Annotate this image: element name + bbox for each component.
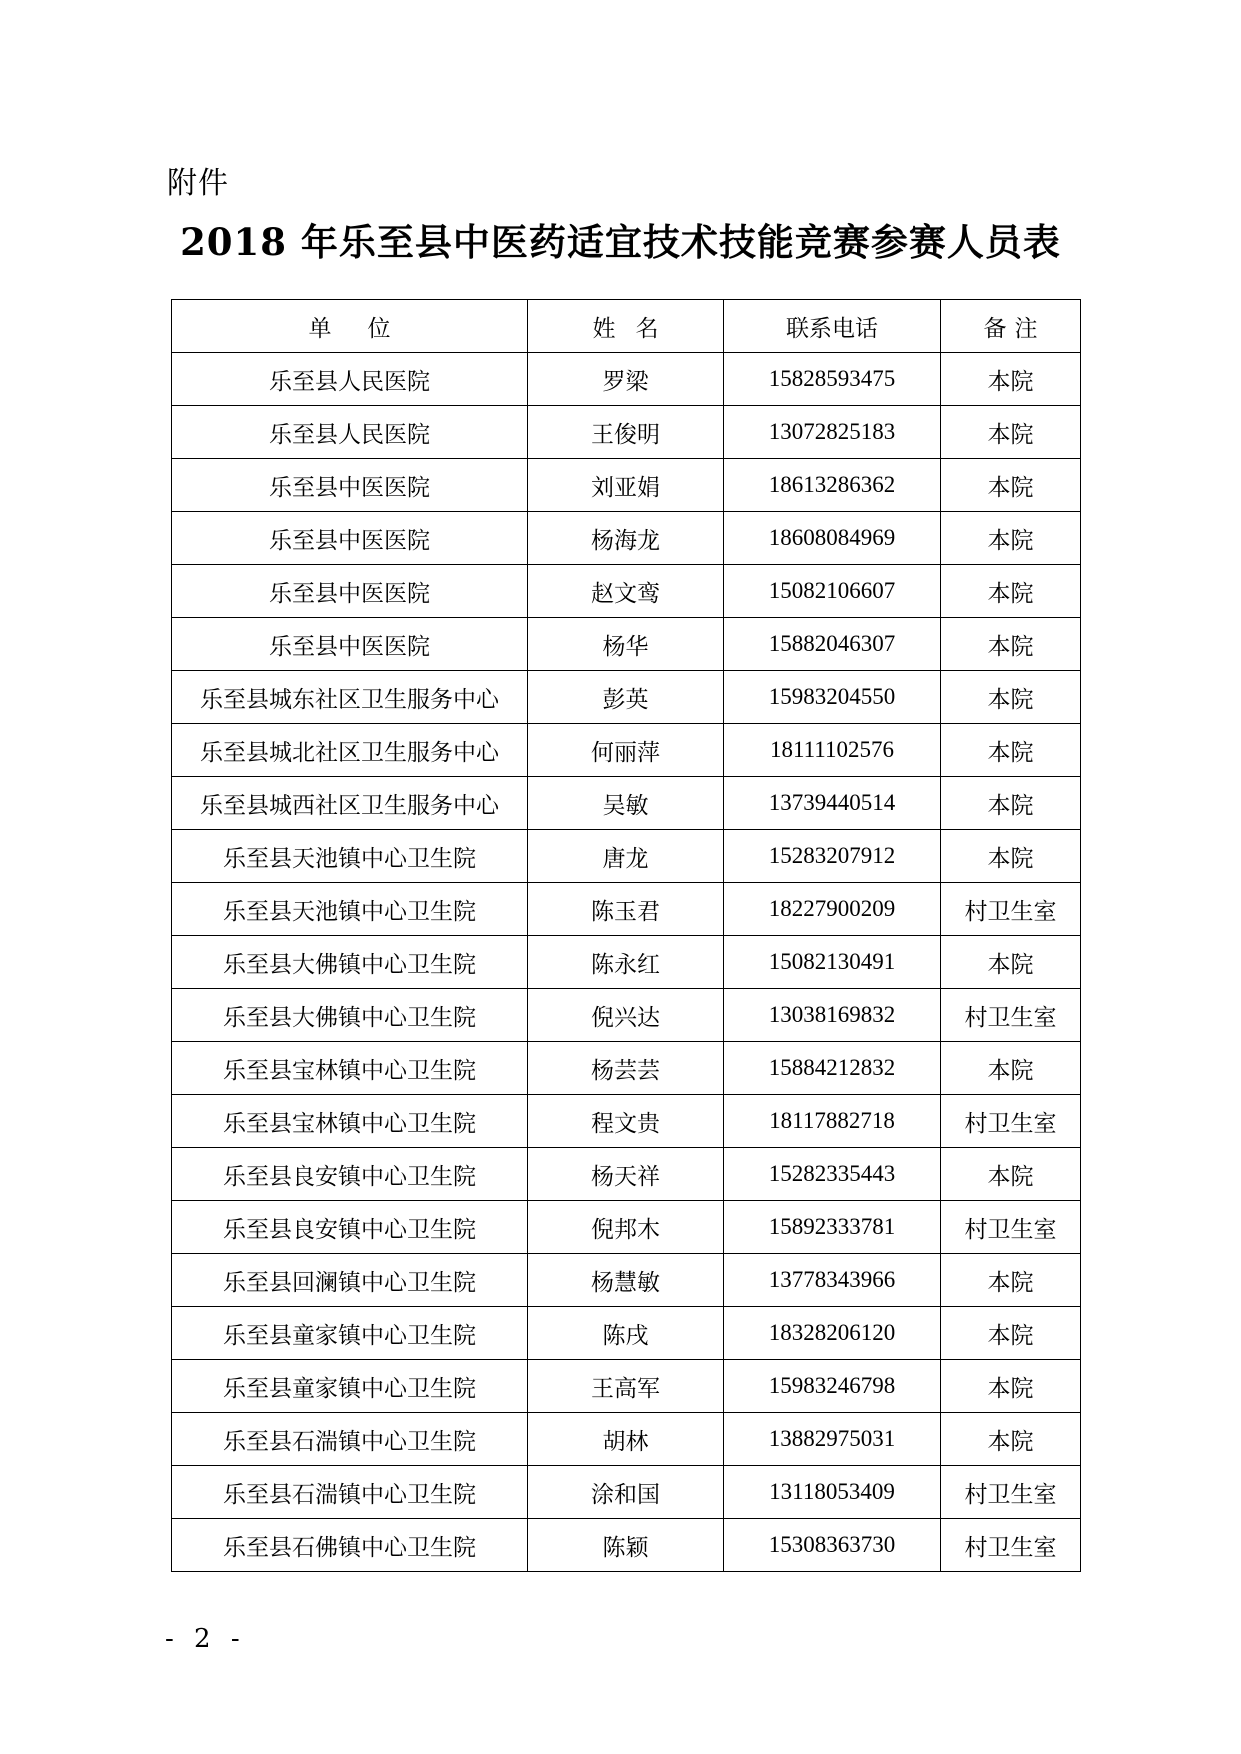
unit-cell: 乐至县宝林镇中心卫生院 [172, 1042, 528, 1095]
phone-cell: 18117882718 [724, 1095, 941, 1148]
note-cell: 本院 [941, 671, 1081, 724]
table-row [172, 459, 1081, 512]
table-row [172, 1360, 1081, 1413]
unit-cell: 乐至县宝林镇中心卫生院 [172, 1095, 528, 1148]
note-cell: 村卫生室 [941, 1466, 1081, 1519]
name-cell: 陈永红 [528, 936, 724, 989]
table-row [172, 1095, 1081, 1148]
phone-cell: 13038169832 [724, 989, 941, 1042]
phone-cell: 15082106607 [724, 565, 941, 618]
phone-cell: 18608084969 [724, 512, 941, 565]
note-cell: 本院 [941, 1413, 1081, 1466]
unit-cell: 乐至县中医医院 [172, 618, 528, 671]
name-cell: 杨华 [528, 618, 724, 671]
note-cell: 本院 [941, 777, 1081, 830]
phone-cell: 15082130491 [724, 936, 941, 989]
unit-cell: 乐至县中医医院 [172, 459, 528, 512]
header-name-label: 姓名 [592, 315, 679, 342]
name-cell: 陈颖 [528, 1519, 724, 1572]
note-cell: 本院 [941, 1148, 1081, 1201]
table-row [172, 406, 1081, 459]
table-row [172, 936, 1081, 989]
table-row [172, 671, 1081, 724]
note-cell: 村卫生室 [941, 1519, 1081, 1572]
name-cell: 何丽萍 [528, 724, 724, 777]
header-phone [724, 300, 941, 353]
name-cell: 陈玉君 [528, 883, 724, 936]
note-cell: 本院 [941, 1360, 1081, 1413]
unit-cell: 乐至县城东社区卫生服务中心 [172, 671, 528, 724]
name-cell: 倪邦木 [528, 1201, 724, 1254]
note-cell: 村卫生室 [941, 1095, 1081, 1148]
name-cell: 涂和国 [528, 1466, 724, 1519]
phone-cell: 15828593475 [724, 353, 941, 406]
phone-cell: 15282335443 [724, 1148, 941, 1201]
note-cell: 本院 [941, 936, 1081, 989]
name-cell: 程文贵 [528, 1095, 724, 1148]
table-row [172, 1519, 1081, 1572]
header-unit [172, 300, 528, 353]
unit-cell: 乐至县石佛镇中心卫生院 [172, 1519, 528, 1572]
table-row [172, 618, 1081, 671]
table-row [172, 1307, 1081, 1360]
unit-cell: 乐至县大佛镇中心卫生院 [172, 936, 528, 989]
table-row [172, 1466, 1081, 1519]
table-row [172, 565, 1081, 618]
table-row [172, 1201, 1081, 1254]
table-row [172, 512, 1081, 565]
page-number: - 2 - [165, 1624, 246, 1654]
unit-cell: 乐至县天池镇中心卫生院 [172, 830, 528, 883]
phone-cell: 15983204550 [724, 671, 941, 724]
note-cell: 本院 [941, 618, 1081, 671]
unit-cell: 乐至县回澜镇中心卫生院 [172, 1254, 528, 1307]
phone-cell: 15308363730 [724, 1519, 941, 1572]
name-cell: 胡林 [528, 1413, 724, 1466]
note-cell: 本院 [941, 724, 1081, 777]
name-cell: 彭英 [528, 671, 724, 724]
unit-cell: 乐至县人民医院 [172, 406, 528, 459]
note-cell: 本院 [941, 1042, 1081, 1095]
phone-cell: 18111102576 [724, 724, 941, 777]
table-row [172, 989, 1081, 1042]
name-cell: 王高军 [528, 1360, 724, 1413]
table-row [172, 1042, 1081, 1095]
unit-cell: 乐至县中医医院 [172, 512, 528, 565]
note-cell: 村卫生室 [941, 883, 1081, 936]
table-row [172, 353, 1081, 406]
unit-cell: 乐至县童家镇中心卫生院 [172, 1307, 528, 1360]
unit-cell: 乐至县大佛镇中心卫生院 [172, 989, 528, 1042]
name-cell: 吴敏 [528, 777, 724, 830]
unit-cell: 乐至县天池镇中心卫生院 [172, 883, 528, 936]
note-cell: 村卫生室 [941, 1201, 1081, 1254]
header-phone-label: 联系电话 [786, 315, 878, 342]
phone-cell: 13739440514 [724, 777, 941, 830]
table-row [172, 724, 1081, 777]
phone-cell: 15884212832 [724, 1042, 941, 1095]
name-cell: 杨慧敏 [528, 1254, 724, 1307]
unit-cell: 乐至县城西社区卫生服务中心 [172, 777, 528, 830]
name-cell: 杨海龙 [528, 512, 724, 565]
table-row [172, 1148, 1081, 1201]
phone-cell: 15882046307 [724, 618, 941, 671]
note-cell: 本院 [941, 406, 1081, 459]
name-cell: 王俊明 [528, 406, 724, 459]
table-body [172, 353, 1081, 1572]
note-cell: 本院 [941, 512, 1081, 565]
unit-cell: 乐至县童家镇中心卫生院 [172, 1360, 528, 1413]
phone-cell: 13778343966 [724, 1254, 941, 1307]
phone-cell: 13882975031 [724, 1413, 941, 1466]
note-cell: 本院 [941, 459, 1081, 512]
note-cell: 本院 [941, 1307, 1081, 1360]
name-cell: 罗梁 [528, 353, 724, 406]
table-header-row [172, 300, 1081, 353]
name-cell: 杨芸芸 [528, 1042, 724, 1095]
document-title: 2018 年乐至县中医药适宜技术技能竞赛参赛人员表 [180, 220, 1061, 264]
unit-cell: 乐至县良安镇中心卫生院 [172, 1201, 528, 1254]
name-cell: 刘亚娟 [528, 459, 724, 512]
phone-cell: 15283207912 [724, 830, 941, 883]
unit-cell: 乐至县石湍镇中心卫生院 [172, 1466, 528, 1519]
unit-cell: 乐至县城北社区卫生服务中心 [172, 724, 528, 777]
unit-cell: 乐至县中医医院 [172, 565, 528, 618]
table-row [172, 1254, 1081, 1307]
attachment-label: 附件 [167, 166, 229, 201]
unit-cell: 乐至县石湍镇中心卫生院 [172, 1413, 528, 1466]
note-cell: 本院 [941, 830, 1081, 883]
name-cell: 陈戌 [528, 1307, 724, 1360]
header-note-label: 备注 [983, 315, 1046, 342]
table-row [172, 883, 1081, 936]
table-row [172, 1413, 1081, 1466]
phone-cell: 13118053409 [724, 1466, 941, 1519]
header-name [528, 300, 724, 353]
name-cell: 倪兴达 [528, 989, 724, 1042]
unit-cell: 乐至县人民医院 [172, 353, 528, 406]
name-cell: 唐龙 [528, 830, 724, 883]
phone-cell: 13072825183 [724, 406, 941, 459]
note-cell: 本院 [941, 353, 1081, 406]
note-cell: 本院 [941, 565, 1081, 618]
phone-cell: 18328206120 [724, 1307, 941, 1360]
header-note [941, 300, 1081, 353]
note-cell: 本院 [941, 1254, 1081, 1307]
phone-cell: 15983246798 [724, 1360, 941, 1413]
unit-cell: 乐至县良安镇中心卫生院 [172, 1148, 528, 1201]
participant-table [171, 299, 1081, 1572]
phone-cell: 18613286362 [724, 459, 941, 512]
note-cell: 村卫生室 [941, 989, 1081, 1042]
phone-cell: 15892333781 [724, 1201, 941, 1254]
name-cell: 赵文鸾 [528, 565, 724, 618]
header-unit-label: 单位 [308, 315, 427, 342]
phone-cell: 18227900209 [724, 883, 941, 936]
name-cell: 杨天祥 [528, 1148, 724, 1201]
table-row [172, 777, 1081, 830]
table-row [172, 830, 1081, 883]
